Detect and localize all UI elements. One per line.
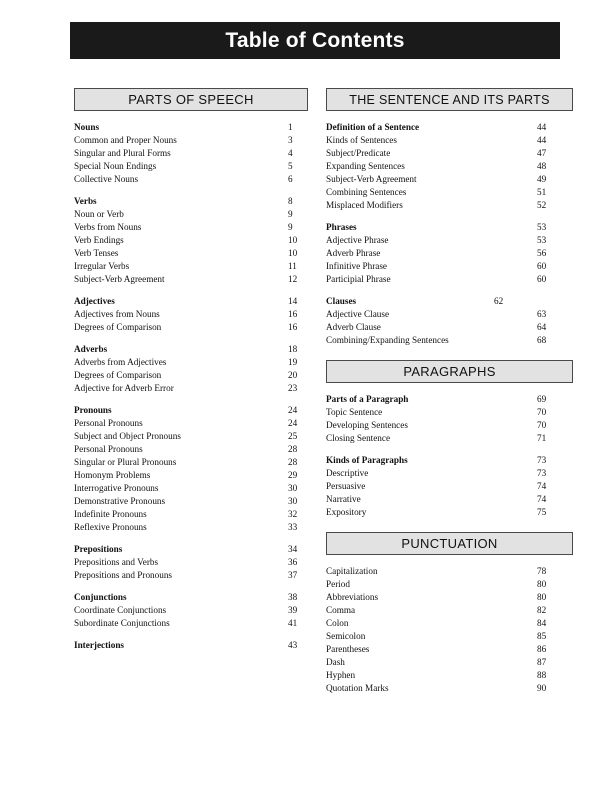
entry-label: Degrees of Comparison: [74, 370, 162, 380]
entry-page-number: 9: [288, 222, 293, 232]
entry-page-number: 5: [288, 161, 293, 171]
entry-label: Participial Phrase: [326, 274, 391, 284]
entry-page-number: 24: [288, 405, 298, 415]
entry-page-number: 30: [288, 483, 298, 493]
entry-page-number: 23: [288, 383, 298, 393]
entry-page-number: 18: [288, 344, 298, 354]
entry-page-number: 53: [537, 222, 547, 232]
toc-entry[interactable]: [326, 604, 573, 617]
entry-label: Prepositions: [74, 544, 123, 554]
entry-group: [326, 221, 573, 286]
entry-list: [326, 565, 573, 695]
toc-entry[interactable]: [326, 247, 573, 260]
entry-page-number: 10: [288, 248, 298, 258]
entry-label: Infinitive Phrase: [326, 261, 387, 271]
entry-label: Parts of a Paragraph: [326, 394, 409, 404]
section-header-the-sentence-and-its-parts: THE SENTENCE AND ITS PARTS: [326, 88, 573, 111]
entry-page-number: 70: [537, 420, 547, 430]
entry-label: Combining Sentences: [326, 187, 407, 197]
toc-entry[interactable]: [74, 273, 308, 286]
entry-label: Noun or Verb: [74, 209, 124, 219]
entry-page-number: 1: [288, 122, 293, 132]
left-column: [74, 88, 308, 652]
entry-label: Indefinite Pronouns: [74, 509, 147, 519]
section-header-punctuation: PUNCTUATION: [326, 532, 573, 555]
toc-entry[interactable]: [326, 643, 573, 656]
entry-page-number: 73: [537, 455, 547, 465]
entry-label: Definition of a Sentence: [326, 122, 420, 132]
entry-label: Hyphen: [326, 670, 356, 680]
entry-label: Abbreviations: [326, 592, 379, 602]
entry-label: Singular or Plural Pronouns: [74, 457, 177, 467]
toc-entry[interactable]: [74, 469, 308, 482]
toc-section-entry[interactable]: [326, 121, 573, 134]
entry-group: [74, 121, 308, 186]
section-header-parts-of-speech: PARTS OF SPEECH: [74, 88, 308, 111]
toc-entry[interactable]: [326, 669, 573, 682]
entry-page-number: 44: [537, 122, 547, 132]
entry-page-number: 80: [537, 579, 547, 589]
entry-page-number: 20: [288, 370, 298, 380]
right-column: [326, 88, 573, 695]
toc-entry[interactable]: [74, 308, 308, 321]
entry-label: Subject and Object Pronouns: [74, 431, 181, 441]
toc-entry[interactable]: [74, 247, 308, 260]
entry-label: Persuasive: [326, 481, 366, 491]
toc-entry[interactable]: [74, 430, 308, 443]
entry-page-number: 74: [537, 481, 547, 491]
entry-page-number: 16: [288, 322, 298, 332]
entry-page-number: 78: [537, 566, 547, 576]
entry-page-number: 73: [537, 468, 547, 478]
entry-list: [326, 393, 573, 519]
entry-page-number: 6: [288, 174, 293, 184]
toc-section-entry[interactable]: [74, 121, 308, 134]
entry-label: Collective Nouns: [74, 174, 139, 184]
entry-page-number: 12: [288, 274, 298, 284]
entry-page-number: 41: [288, 618, 298, 628]
entry-page-number: 28: [288, 457, 298, 467]
entry-label: Period: [326, 579, 350, 589]
entry-page-number: 32: [288, 509, 298, 519]
entry-group: [326, 295, 573, 347]
entry-label: Adjectives: [74, 296, 115, 306]
entry-page-number: 60: [537, 261, 547, 271]
entry-label: Verb Endings: [74, 235, 124, 245]
entry-label: Verbs from Nouns: [74, 222, 142, 232]
entry-page-number: 11: [288, 261, 297, 271]
toc-section-entry[interactable]: [74, 591, 308, 604]
entry-label: Pronouns: [74, 405, 112, 415]
entry-label: Narrative: [326, 494, 361, 504]
entry-label: Irregular Verbs: [74, 261, 130, 271]
entry-page-number: 19: [288, 357, 298, 367]
entry-label: Verbs: [74, 196, 97, 206]
entry-page-number: 90: [537, 683, 547, 693]
entry-label: Special Noun Endings: [74, 161, 157, 171]
toc-entry[interactable]: [326, 260, 573, 273]
toc-section-entry[interactable]: [74, 639, 308, 652]
entry-page-number: 74: [537, 494, 547, 504]
toc-entry[interactable]: [326, 321, 573, 334]
entry-page-number: 9: [288, 209, 293, 219]
entry-page-number: 24: [288, 418, 298, 428]
entry-label: Subject-Verb Agreement: [74, 274, 165, 284]
toc-entry[interactable]: [326, 334, 573, 347]
entry-group: [74, 295, 308, 334]
entry-label: Misplaced Modifiers: [326, 200, 403, 210]
entry-list: [74, 121, 308, 652]
entry-page-number: 68: [537, 335, 547, 345]
entry-group: [326, 393, 573, 445]
entry-label: Adjectives from Nouns: [74, 309, 160, 319]
entry-label: Comma: [326, 605, 356, 615]
section-header-paragraphs: PARAGRAPHS: [326, 360, 573, 383]
entry-page-number: 44: [537, 135, 547, 145]
page-title-banner: [70, 22, 560, 59]
toc-entry[interactable]: [326, 467, 573, 480]
toc-entry[interactable]: [74, 221, 308, 234]
toc-entry[interactable]: [326, 234, 573, 247]
toc-entry[interactable]: [74, 173, 308, 186]
entry-page-number: 85: [537, 631, 547, 641]
entry-label: Colon: [326, 618, 349, 628]
entry-page-number: 64: [537, 322, 547, 332]
toc-entry[interactable]: [326, 186, 573, 199]
entry-page-number: 82: [537, 605, 547, 615]
toc-entry[interactable]: [326, 506, 573, 519]
entry-label: Interjections: [74, 640, 125, 650]
entry-page-number: 28: [288, 444, 298, 454]
entry-label: Subordinate Conjunctions: [74, 618, 170, 628]
toc-section-entry[interactable]: [74, 343, 308, 356]
toc-entry[interactable]: [74, 356, 308, 369]
entry-group: [326, 121, 573, 212]
toc-entry[interactable]: [326, 273, 573, 286]
entry-label: Homonym Problems: [74, 470, 151, 480]
entry-label: Phrases: [326, 222, 357, 232]
entry-page-number: 36: [288, 557, 298, 567]
toc-entry[interactable]: [74, 134, 308, 147]
entry-label: Conjunctions: [74, 592, 127, 602]
entry-page-number: 10: [288, 235, 298, 245]
toc-section-entry[interactable]: [74, 295, 308, 308]
entry-page-number: 63: [537, 309, 547, 319]
entry-group: [74, 543, 308, 582]
entry-page-number: 37: [288, 570, 298, 580]
entry-label: Adverbs: [74, 344, 108, 354]
toc-entry[interactable]: [74, 569, 308, 582]
entry-label: Expository: [326, 507, 367, 517]
entry-list: [326, 121, 573, 347]
entry-page-number: 86: [537, 644, 547, 654]
entry-label: Adverb Clause: [326, 322, 381, 332]
entry-page-number: 39: [288, 605, 298, 615]
entry-page-number: 38: [288, 592, 298, 602]
entry-label: Adjective for Adverb Error: [74, 383, 174, 393]
entry-label: Kinds of Sentences: [326, 135, 397, 145]
page-title: Table of Contents: [225, 28, 405, 52]
entry-label: Topic Sentence: [326, 407, 383, 417]
toc-entry[interactable]: [326, 591, 573, 604]
entry-label: Reflexive Pronouns: [74, 522, 147, 532]
entry-group: [74, 591, 308, 630]
toc-section-entry[interactable]: [326, 393, 573, 406]
entry-group: [326, 565, 573, 695]
entry-page-number: 52: [537, 200, 547, 210]
entry-page-number: 48: [537, 161, 547, 171]
entry-label: Personal Pronouns: [74, 418, 143, 428]
toc-entry[interactable]: [326, 432, 573, 445]
entry-page-number: 8: [288, 196, 293, 206]
entry-page-number: 16: [288, 309, 298, 319]
toc-entry[interactable]: [326, 565, 573, 578]
entry-page-number: 69: [537, 394, 547, 404]
toc-entry[interactable]: [326, 134, 573, 147]
toc-section-entry[interactable]: [326, 295, 573, 308]
toc-entry[interactable]: [326, 682, 573, 695]
toc-entry[interactable]: [74, 456, 308, 469]
toc-entry[interactable]: [74, 369, 308, 382]
toc-section-entry[interactable]: [326, 454, 573, 467]
entry-page-number: 4: [288, 148, 293, 158]
entry-page-number: 29: [288, 470, 298, 480]
entry-group: [74, 639, 308, 652]
entry-group: [74, 343, 308, 395]
toc-entry[interactable]: [326, 630, 573, 643]
entry-label: Clauses: [326, 296, 357, 306]
entry-page-number: 71: [537, 433, 547, 443]
toc-entry[interactable]: [74, 604, 308, 617]
entry-label: Prepositions and Pronouns: [74, 570, 173, 580]
entry-label: Kinds of Paragraphs: [326, 455, 408, 465]
entry-page-number: 25: [288, 431, 298, 441]
entry-page-number: 60: [537, 274, 547, 284]
toc-entry[interactable]: [326, 199, 573, 212]
entry-page-number: 34: [288, 544, 298, 554]
entry-label: Parentheses: [326, 644, 370, 654]
toc-entry[interactable]: [326, 578, 573, 591]
entry-page-number: 51: [537, 187, 547, 197]
toc-entry[interactable]: [74, 617, 308, 630]
entry-page-number: 49: [537, 174, 547, 184]
entry-page-number: 30: [288, 496, 298, 506]
toc-entry[interactable]: [74, 508, 308, 521]
entry-page-number: 75: [537, 507, 547, 517]
toc-entry[interactable]: [74, 417, 308, 430]
toc-entry[interactable]: [326, 419, 573, 432]
entry-page-number: 43: [288, 640, 298, 650]
toc-section-entry[interactable]: [326, 221, 573, 234]
entry-page-number: 80: [537, 592, 547, 602]
entry-label: Adverb Phrase: [326, 248, 381, 258]
entry-label: Singular and Plural Forms: [74, 148, 171, 158]
toc-entry[interactable]: [74, 160, 308, 173]
entry-label: Combining/Expanding Sentences: [326, 335, 449, 345]
toc-section-entry[interactable]: [74, 404, 308, 417]
toc-entry[interactable]: [326, 480, 573, 493]
entry-group: [326, 454, 573, 519]
toc-entry[interactable]: [74, 208, 308, 221]
entry-label: Subject-Verb Agreement: [326, 174, 417, 184]
toc-entry[interactable]: [326, 406, 573, 419]
toc-entry[interactable]: [74, 495, 308, 508]
entry-page-number: 33: [288, 522, 298, 532]
toc-entry[interactable]: [326, 493, 573, 506]
toc-entry[interactable]: [74, 382, 308, 395]
entry-page-number: 88: [537, 670, 547, 680]
entry-page-number: 70: [537, 407, 547, 417]
entry-label: Closing Sentence: [326, 433, 391, 443]
entry-page-number: 84: [537, 618, 547, 628]
entry-page-number: 47: [537, 148, 547, 158]
entry-page-number: 3: [288, 135, 293, 145]
entry-label: Nouns: [74, 122, 100, 132]
entry-label: Prepositions and Verbs: [74, 557, 159, 567]
toc-entry[interactable]: [326, 173, 573, 186]
entry-group: [74, 195, 308, 286]
toc-entry[interactable]: [74, 443, 308, 456]
entry-page-number: 14: [288, 296, 298, 306]
entry-label: Semicolon: [326, 631, 366, 641]
toc-entry[interactable]: [74, 521, 308, 534]
entry-page-number: 62: [494, 296, 504, 306]
entry-label: Personal Pronouns: [74, 444, 143, 454]
entry-label: Dash: [326, 657, 345, 667]
entry-label: Interrogative Pronouns: [74, 483, 159, 493]
toc-entry[interactable]: [326, 617, 573, 630]
toc-section-entry[interactable]: [74, 195, 308, 208]
toc-entry[interactable]: [326, 656, 573, 669]
entry-group: [74, 404, 308, 534]
toc-entry[interactable]: [74, 234, 308, 247]
toc-entry[interactable]: [326, 160, 573, 173]
entry-label: Expanding Sentences: [326, 161, 405, 171]
entry-label: Subject/Predicate: [326, 148, 391, 158]
toc-entry[interactable]: [74, 556, 308, 569]
entry-page-number: 56: [537, 248, 547, 258]
entry-label: Quotation Marks: [326, 683, 389, 693]
toc-entry[interactable]: [326, 308, 573, 321]
entry-page-number: 87: [537, 657, 547, 667]
entry-label: Descriptive: [326, 468, 369, 478]
entry-label: Adjective Phrase: [326, 235, 389, 245]
entry-label: Coordinate Conjunctions: [74, 605, 167, 615]
entry-label: Degrees of Comparison: [74, 322, 162, 332]
toc-entry[interactable]: [74, 321, 308, 334]
entry-page-number: 53: [537, 235, 547, 245]
entry-label: Verb Tenses: [74, 248, 119, 258]
toc-entry[interactable]: [326, 147, 573, 160]
entry-label: Capitalization: [326, 566, 378, 576]
toc-entry[interactable]: [74, 260, 308, 273]
entry-label: Adjective Clause: [326, 309, 390, 319]
toc-entry[interactable]: [74, 147, 308, 160]
entry-label: Developing Sentences: [326, 420, 408, 430]
toc-section-entry[interactable]: [74, 543, 308, 556]
entry-label: Demonstrative Pronouns: [74, 496, 166, 506]
entry-label: Common and Proper Nouns: [74, 135, 177, 145]
entry-label: Adverbs from Adjectives: [74, 357, 167, 367]
toc-entry[interactable]: [74, 482, 308, 495]
